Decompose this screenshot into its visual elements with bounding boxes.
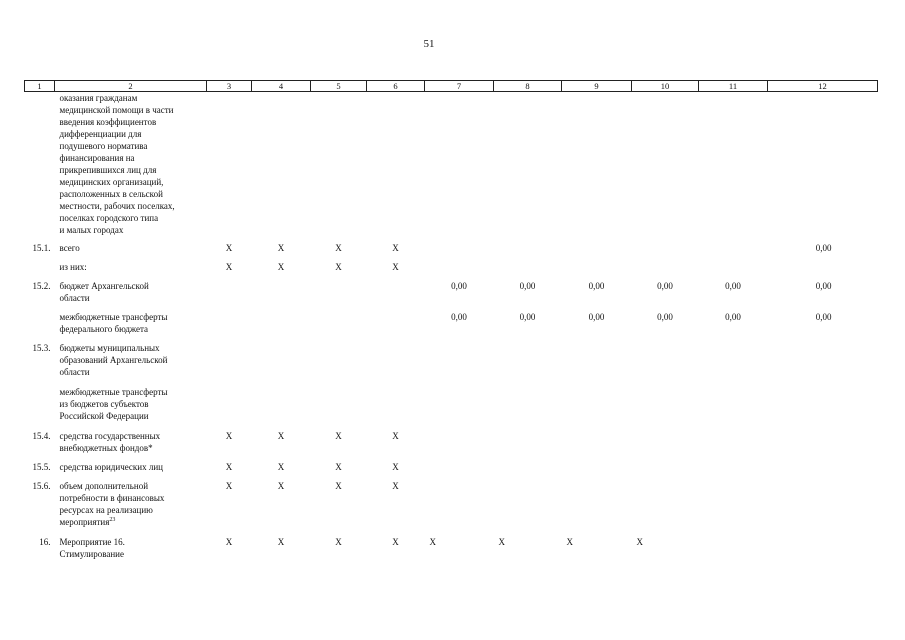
footnote-marker: 23 — [109, 516, 116, 523]
column-header: 3 — [207, 81, 252, 92]
cell-col-3: X — [225, 536, 233, 547]
description-line — [60, 354, 207, 366]
description-text: Мероприятие 16. — [59, 536, 125, 547]
cell-col-10: 0,00 — [657, 311, 673, 322]
description-line — [60, 366, 207, 378]
cell-col-3: X — [225, 480, 233, 491]
column-header: 6 — [367, 81, 425, 92]
cell-col-8 — [494, 386, 562, 430]
description-line: расположенных в сельской — [59, 189, 163, 199]
column-header: 2 — [55, 81, 207, 92]
row-description — [55, 261, 207, 280]
cell-col-10 — [632, 480, 699, 536]
description-line: подушевого норматива — [59, 141, 148, 151]
description-text: средства государственных — [59, 430, 161, 441]
cell-col-11 — [699, 386, 768, 430]
cell-col-3: X — [225, 242, 233, 253]
description-line: медицинской помощи в части — [59, 105, 174, 115]
description-text: межбюджетные трансферты — [59, 386, 168, 397]
description-line — [60, 442, 207, 454]
cell-col-4: X — [277, 480, 285, 491]
cell-col-11 — [699, 242, 768, 261]
cell-col-3: X — [225, 261, 233, 272]
cell-col-9: 0,00 — [588, 311, 605, 322]
description-line: дифференциации для — [59, 129, 142, 139]
cell-col-12 — [768, 386, 878, 430]
table-row — [25, 480, 878, 536]
description-text: ресурсах на реализацию — [59, 504, 153, 515]
cell-col-11 — [699, 461, 768, 480]
cell-col-6 — [367, 280, 425, 311]
cell-col-7: 0,00 — [451, 280, 467, 291]
description-line — [60, 280, 207, 292]
cell-col-8 — [494, 261, 562, 280]
description-text: из них: — [59, 261, 87, 272]
cell-col-12: 0,00 — [815, 242, 832, 253]
cell-col-11 — [699, 261, 768, 280]
description-line: и малых городах — [59, 225, 124, 235]
description-line — [60, 323, 207, 335]
column-number-row — [25, 81, 878, 92]
description-line: прикрепившихся лиц для — [59, 165, 157, 175]
cell-col-8 — [494, 430, 562, 461]
cell-col-3 — [207, 386, 252, 430]
cell-col-6: X — [392, 461, 399, 472]
row-number — [25, 386, 55, 430]
cell-col-4: X — [277, 430, 285, 441]
description-text: потребности в финансовых — [59, 492, 165, 503]
cell-col-9 — [562, 261, 632, 280]
continuation-row — [25, 92, 878, 242]
description-line — [60, 410, 207, 422]
cell-col-6: X — [392, 242, 399, 253]
description-line — [60, 548, 207, 560]
description-line: поселках городского типа — [59, 213, 159, 223]
row-number: 15.5. — [32, 461, 51, 472]
description-text: внебюджетных фондов* — [59, 442, 153, 453]
cell-col-5 — [311, 311, 367, 342]
cell-col-4: X — [277, 242, 285, 253]
cell-col-10 — [632, 242, 699, 261]
row-number: 15.2. — [32, 280, 51, 291]
cell-col-9: 0,00 — [588, 280, 605, 291]
row-number: 15.6. — [32, 480, 51, 491]
cell-col-10 — [632, 261, 699, 280]
cell-col-4: X — [277, 461, 285, 472]
description-line — [60, 461, 207, 473]
cell-col-8: 0,00 — [519, 311, 536, 322]
cell-col-5: X — [335, 261, 342, 272]
cell-col-8 — [494, 461, 562, 480]
table-row — [25, 280, 878, 311]
description-line — [60, 516, 207, 528]
cell-col-10 — [632, 342, 699, 386]
column-header: 9 — [562, 81, 632, 92]
cell-col-12 — [768, 342, 878, 386]
cell-col-7 — [425, 480, 494, 536]
cell-col-7 — [425, 261, 494, 280]
table-row — [25, 242, 878, 261]
table-body — [25, 92, 878, 566]
cell-col-6 — [367, 386, 425, 430]
cell-col-5: X — [335, 536, 342, 547]
cell-col-6: X — [392, 261, 399, 272]
column-header: 7 — [425, 81, 494, 92]
cell-col-11 — [699, 536, 768, 566]
cell-col-4 — [252, 386, 311, 430]
cell-col-6: X — [392, 536, 399, 547]
table-row — [25, 261, 878, 280]
row-number: 16. — [39, 536, 51, 547]
description-text: средства юридических лиц — [59, 461, 163, 472]
row-description — [55, 480, 207, 536]
column-header: 4 — [252, 81, 311, 92]
budget-table — [24, 80, 878, 566]
cell-col-12 — [768, 480, 878, 536]
cell-col-10 — [632, 461, 699, 480]
cell-col-4: X — [277, 536, 285, 547]
row-number: 15.3. — [32, 342, 51, 353]
cell-col-9 — [562, 430, 632, 461]
cell-col-10 — [632, 386, 699, 430]
description-text: области — [59, 366, 90, 377]
description-text: всего — [59, 242, 80, 253]
cell-col-9 — [562, 480, 632, 536]
description-line — [60, 398, 207, 410]
row-number — [25, 92, 55, 242]
row-description — [55, 461, 207, 480]
table-row — [25, 342, 878, 386]
row-number — [25, 311, 55, 342]
cell-col-11: 0,00 — [725, 311, 741, 322]
row-description — [55, 536, 207, 566]
description-line — [60, 504, 207, 516]
column-header: 12 — [768, 81, 878, 92]
cell-col-3 — [207, 311, 252, 342]
cell-col-5 — [311, 280, 367, 311]
column-header: 1 — [25, 81, 55, 92]
cell-col-4 — [252, 280, 311, 311]
cell-col-11 — [699, 480, 768, 536]
table-row — [25, 536, 878, 566]
cell-col-3: X — [225, 430, 233, 441]
row-description — [55, 386, 207, 430]
description-line — [60, 242, 207, 254]
cell-col-11: 0,00 — [725, 280, 741, 291]
page-number: 51 — [423, 38, 435, 50]
cell-col-10: X — [636, 536, 643, 547]
cell-col-9: X — [566, 536, 573, 547]
description-text: Стимулирование — [59, 548, 124, 559]
cell-col-10 — [632, 430, 699, 461]
description-line — [60, 536, 207, 548]
description-text: мероприятия — [59, 516, 110, 527]
description-text: бюджеты муниципальных — [59, 342, 160, 353]
table-row — [25, 430, 878, 461]
cell-col-6: X — [392, 480, 399, 491]
cell-col-7 — [425, 386, 494, 430]
cell-col-12: 0,00 — [815, 311, 832, 322]
cell-col-9 — [562, 461, 632, 480]
row-number: 15.1. — [32, 242, 51, 253]
cell-col-8 — [494, 242, 562, 261]
description-line: местности, рабочих поселках, — [59, 201, 175, 211]
column-header: 10 — [632, 81, 699, 92]
cell-col-5 — [311, 386, 367, 430]
column-header: 11 — [699, 81, 768, 92]
description-line: оказания гражданам — [59, 93, 138, 103]
column-header: 5 — [311, 81, 367, 92]
cell-col-6 — [367, 311, 425, 342]
cell-col-8: 0,00 — [519, 280, 536, 291]
cell-col-7 — [425, 342, 494, 386]
cell-col-5 — [311, 342, 367, 386]
cell-col-11 — [699, 430, 768, 461]
row-number: 15.4. — [32, 430, 51, 441]
cell-col-11 — [699, 342, 768, 386]
description-line — [60, 386, 207, 398]
row-description — [55, 342, 207, 386]
cell-col-5: X — [335, 242, 342, 253]
table-row — [25, 311, 878, 342]
cell-col-12 — [768, 461, 878, 480]
cell-col-12 — [768, 261, 878, 280]
cell-col-10: 0,00 — [657, 280, 673, 291]
description-line — [60, 492, 207, 504]
column-header: 8 — [494, 81, 562, 92]
cell-col-8: X — [498, 536, 505, 547]
cell-col-5: X — [335, 461, 342, 472]
description-line — [60, 480, 207, 492]
cell-col-5: X — [335, 480, 342, 491]
cell-col-7: X — [429, 536, 436, 547]
description-text: бюджет Архангельской — [59, 280, 149, 291]
cell-col-12 — [768, 536, 878, 566]
description-line — [60, 430, 207, 442]
cell-col-7 — [425, 461, 494, 480]
table-row — [25, 386, 878, 430]
cell-col-4 — [252, 342, 311, 386]
description-line — [60, 342, 207, 354]
description-text: межбюджетные трансферты — [59, 311, 168, 322]
cell-col-9 — [562, 386, 632, 430]
description-line: финансирования на — [59, 153, 135, 163]
cell-col-9 — [562, 342, 632, 386]
cell-col-12: 0,00 — [815, 280, 832, 291]
row-description — [55, 92, 207, 242]
cell-col-5: X — [335, 430, 342, 441]
row-description — [55, 430, 207, 461]
cell-col-3 — [207, 280, 252, 311]
description-line: медицинских организаций, — [59, 177, 164, 187]
description-text: объем дополнительной — [59, 480, 149, 491]
description-line: введения коэффициентов — [59, 117, 157, 127]
cell-col-4: X — [277, 261, 285, 272]
row-number — [25, 261, 55, 280]
description-text: федерального бюджета — [59, 323, 149, 334]
cell-col-4 — [252, 311, 311, 342]
cell-col-7 — [425, 242, 494, 261]
description-line — [60, 292, 207, 304]
row-description — [55, 311, 207, 342]
description-text: области — [59, 292, 90, 303]
cell-col-3 — [207, 342, 252, 386]
description-line — [60, 261, 207, 273]
description-text: из бюджетов субъектов — [59, 398, 149, 409]
description-text: Российской Федерации — [59, 410, 149, 421]
cell-col-6: X — [392, 430, 399, 441]
cell-col-7: 0,00 — [451, 311, 467, 322]
cell-col-9 — [562, 242, 632, 261]
cell-col-8 — [494, 480, 562, 536]
description-line — [60, 311, 207, 323]
cell-col-6 — [367, 342, 425, 386]
cell-col-3: X — [225, 461, 233, 472]
cell-col-12 — [768, 430, 878, 461]
description-text: образований Архангельской — [59, 354, 168, 365]
row-description — [55, 242, 207, 261]
row-description — [55, 280, 207, 311]
table-row — [25, 461, 878, 480]
cell-col-7 — [425, 430, 494, 461]
cell-col-8 — [494, 342, 562, 386]
